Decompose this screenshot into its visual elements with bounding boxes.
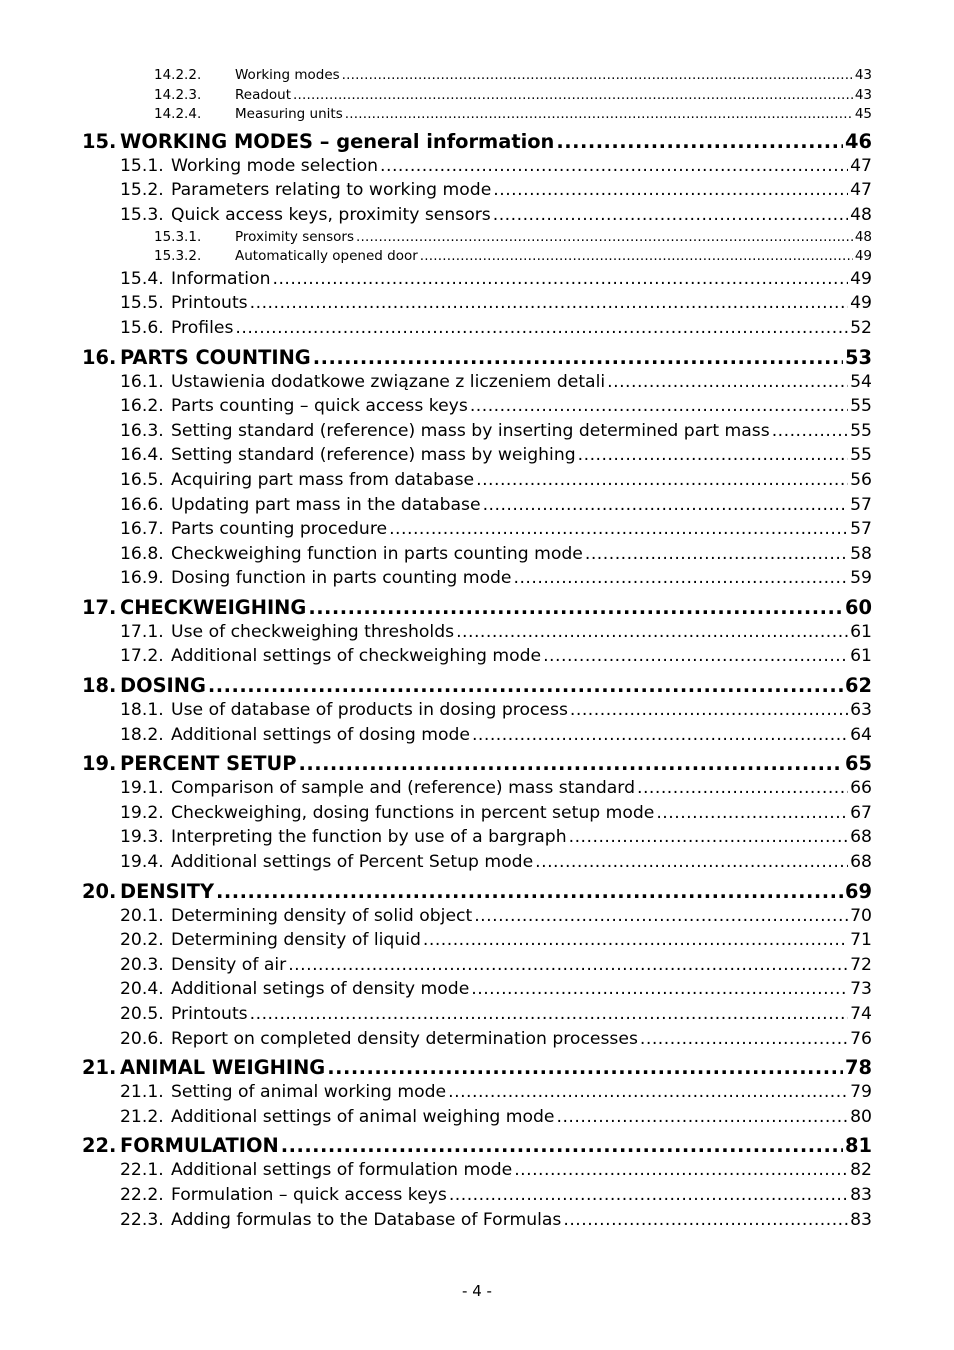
toc-entry-page: 58 — [850, 543, 872, 564]
toc-entry-title: Density of air — [171, 954, 287, 975]
toc-entry[interactable] — [82, 850, 872, 875]
toc-entry-title: Formulation – quick access keys — [171, 1184, 447, 1205]
toc-entry-number: 20.5. — [120, 1004, 164, 1024]
dot-leader — [420, 247, 853, 267]
toc-entry[interactable] — [82, 644, 872, 669]
dot-leader — [772, 419, 848, 444]
toc-chapter-entry[interactable] — [82, 595, 872, 620]
toc-entry[interactable] — [82, 247, 872, 267]
toc-entry-page: 76 — [850, 1028, 872, 1049]
toc-chapter-entry[interactable] — [82, 1133, 872, 1158]
toc-entry-page: 59 — [850, 568, 872, 589]
dot-leader — [578, 443, 848, 468]
dot-leader — [235, 316, 848, 341]
dot-leader — [585, 542, 848, 567]
toc-entry-title: WORKING MODES – general information — [120, 129, 555, 153]
toc-entry-page: 80 — [850, 1106, 872, 1127]
toc-entry-number: 16.3. — [120, 420, 164, 441]
toc-entry[interactable] — [82, 66, 872, 86]
dot-leader — [476, 468, 848, 493]
toc-entry-title: Measuring units — [235, 106, 343, 123]
dot-leader — [293, 86, 853, 106]
toc-entry-title: Information — [171, 268, 271, 289]
toc-entry-page: 49 — [854, 248, 872, 265]
toc-entry-page: 47 — [850, 180, 872, 201]
toc-entry-number: 20.3. — [120, 954, 164, 975]
toc-entry[interactable] — [82, 1080, 872, 1105]
toc-entry-number: 18. — [82, 674, 117, 698]
dot-leader — [556, 129, 843, 154]
toc-entry[interactable] — [82, 493, 872, 518]
toc-entry[interactable] — [82, 1208, 872, 1233]
toc-entry-title: Automatically opened door — [235, 248, 418, 265]
dot-leader — [208, 673, 843, 698]
toc-entry[interactable] — [82, 776, 872, 801]
toc-entry-title: Use of checkweighing thresholds — [171, 621, 455, 642]
toc-entry[interactable] — [82, 825, 872, 850]
toc-entry-page: 68 — [850, 852, 872, 873]
dot-leader — [313, 345, 843, 370]
toc-entry[interactable] — [82, 1158, 872, 1183]
toc-entry[interactable] — [82, 953, 872, 978]
toc-entry-number: 16.5. — [120, 469, 164, 490]
toc-entry-number: 19.4. — [120, 852, 164, 873]
dot-leader — [640, 1027, 848, 1052]
toc-entry-number: 15.5. — [120, 293, 164, 314]
dot-leader — [570, 698, 848, 723]
toc-entry-page: 57 — [850, 519, 872, 540]
toc-entry-number: 19.1. — [120, 778, 164, 799]
toc-entry-page: 81 — [845, 1134, 872, 1158]
toc-entry-title: Setting standard (reference) mass by weighing — [171, 445, 576, 466]
toc-entry-title: PARTS COUNTING — [120, 345, 311, 369]
toc-chapter-entry[interactable] — [82, 345, 872, 370]
toc-entry[interactable] — [82, 928, 872, 953]
toc-entry-title: Profiles — [171, 317, 234, 338]
toc-entry[interactable] — [82, 178, 872, 203]
toc-entry-number: 21.2. — [120, 1106, 164, 1127]
toc-entry-number: 21. — [82, 1056, 117, 1080]
toc-entry[interactable] — [82, 267, 872, 292]
toc-entry-page: 73 — [850, 979, 872, 1000]
toc-entry-number: 16.9. — [120, 568, 164, 589]
toc-chapter-entry[interactable] — [82, 673, 872, 698]
toc-entry-page: 63 — [850, 700, 872, 721]
toc-entry-page: 55 — [850, 420, 872, 441]
toc-entry-title: Additional settings of animal weighing mode — [171, 1106, 555, 1127]
toc-entry[interactable] — [82, 1002, 872, 1027]
toc-entry-title: Determining density of solid object — [171, 905, 473, 926]
toc-entry-number: 20.2. — [120, 930, 164, 951]
toc-entry-page: 72 — [850, 954, 872, 975]
toc-entry[interactable] — [82, 517, 872, 542]
toc-entry-number: 18.1. — [120, 700, 164, 721]
dot-leader — [557, 1105, 849, 1130]
toc-entry-title: Additional settings of Percent Setup mode — [171, 852, 534, 873]
toc-entry-number: 16.6. — [120, 494, 164, 515]
toc-entry-title: Proximity sensors — [235, 228, 354, 245]
table-of-contents — [82, 66, 872, 1232]
toc-entry-title: Setting standard (reference) mass by inserting determined part mass — [171, 420, 770, 441]
dot-leader — [288, 953, 848, 978]
toc-entry-page: 55 — [850, 396, 872, 417]
toc-entry-title: PERCENT SETUP — [120, 752, 297, 776]
toc-entry-title: Comparison of sample and (reference) mass standard — [171, 778, 635, 799]
toc-entry[interactable] — [82, 419, 872, 444]
toc-entry-number: 14.2.2. — [154, 67, 202, 83]
toc-entry-page: 54 — [850, 371, 872, 392]
toc-entry-number: 20.6. — [120, 1028, 164, 1049]
dot-leader — [449, 1183, 848, 1208]
toc-entry-page: 65 — [845, 752, 872, 776]
toc-entry-page: 61 — [850, 621, 872, 642]
dot-leader — [308, 595, 843, 620]
dot-leader — [327, 1055, 843, 1080]
toc-entry-page: 43 — [854, 67, 872, 83]
page-number: - 4 - — [462, 1282, 492, 1300]
toc-entry-number: 20. — [82, 879, 117, 903]
toc-entry-page: 83 — [850, 1184, 872, 1205]
toc-chapter-entry[interactable] — [82, 1055, 872, 1080]
toc-entry-number: 16.1. — [120, 371, 164, 392]
toc-entry-title: Readout — [235, 86, 292, 103]
toc-entry-title: Working mode selection — [171, 155, 379, 176]
dot-leader — [342, 66, 853, 86]
dot-leader — [493, 203, 848, 228]
toc-chapter-entry[interactable] — [82, 751, 872, 776]
dot-leader — [637, 776, 848, 801]
dot-leader — [607, 370, 848, 395]
toc-entry-number: 17.1. — [120, 621, 164, 642]
toc-entry-number: 20.4. — [120, 979, 164, 1000]
toc-entry-page: 52 — [850, 317, 872, 338]
toc-entry-page: 78 — [845, 1056, 872, 1080]
toc-entry-title: Ustawienia dodatkowe związane z liczeniem detali — [171, 371, 606, 392]
toc-entry-title: Additional settings of dosing mode — [171, 724, 470, 745]
toc-entry[interactable] — [82, 1105, 872, 1130]
toc-entry[interactable] — [82, 316, 872, 341]
toc-entry-page: 62 — [845, 674, 872, 698]
dot-leader — [543, 644, 848, 669]
toc-entry-title: DOSING — [120, 674, 206, 698]
toc-entry[interactable] — [82, 291, 872, 316]
toc-entry[interactable] — [82, 1183, 872, 1208]
dot-leader — [569, 825, 849, 850]
toc-entry-page: 67 — [850, 802, 872, 823]
toc-entry-page: 64 — [850, 724, 872, 745]
toc-entry-number: 22. — [82, 1134, 117, 1158]
toc-entry-number: 15.3.1. — [154, 228, 202, 245]
toc-chapter-entry[interactable] — [82, 129, 872, 154]
dot-leader — [493, 178, 848, 203]
toc-entry-page: 69 — [845, 879, 872, 903]
toc-entry-number: 17. — [82, 595, 117, 619]
toc-entry-page: 74 — [850, 1004, 872, 1024]
toc-entry-number: 16. — [82, 345, 117, 369]
toc-entry-page: 56 — [850, 469, 872, 490]
toc-entry-number: 16.2. — [120, 396, 164, 417]
dot-leader — [483, 493, 849, 518]
toc-entry-page: 57 — [850, 494, 872, 515]
toc-entry-title: CHECKWEIGHING — [120, 595, 307, 619]
toc-entry[interactable] — [82, 370, 872, 395]
toc-entry[interactable] — [82, 698, 872, 723]
toc-entry-title: Checkweighing function in parts counting mode — [171, 543, 583, 564]
toc-entry-number: 19.2. — [120, 802, 164, 823]
dot-leader — [514, 1158, 848, 1183]
toc-entry-title: Additional settings of formulation mode — [171, 1160, 513, 1181]
toc-entry-page: 61 — [850, 646, 872, 667]
toc-entry-page: 48 — [850, 204, 872, 225]
toc-entry[interactable] — [82, 723, 872, 748]
toc-entry-title: Printouts — [171, 293, 248, 314]
toc-entry-title: Updating part mass in the database — [171, 494, 481, 515]
toc-entry[interactable] — [82, 977, 872, 1002]
dot-leader — [345, 105, 853, 125]
toc-entry-title: FORMULATION — [120, 1134, 279, 1158]
toc-entry-page: 43 — [854, 86, 872, 103]
toc-entry-page: 79 — [850, 1082, 872, 1103]
toc-entry-number: 22.3. — [120, 1209, 164, 1230]
toc-entry-number: 16.7. — [120, 519, 164, 540]
dot-leader — [380, 154, 848, 179]
toc-entry-page: 47 — [850, 155, 872, 176]
toc-entry-page: 68 — [850, 827, 872, 848]
dot-leader — [472, 723, 848, 748]
toc-entry-number: 14.2.3. — [154, 86, 202, 103]
dot-leader — [470, 394, 848, 419]
toc-entry-page: 83 — [850, 1209, 872, 1230]
dot-leader — [563, 1208, 848, 1233]
toc-entry[interactable] — [82, 105, 872, 125]
toc-entry-number: 14.2.4. — [154, 106, 202, 123]
toc-entry[interactable] — [82, 86, 872, 106]
toc-entry-number: 21.1. — [120, 1082, 164, 1103]
toc-entry-number: 22.1. — [120, 1160, 164, 1181]
toc-entry-number: 17.2. — [120, 646, 164, 667]
toc-entry-title: Report on completed density determination processes — [171, 1028, 638, 1049]
toc-entry-number: 15.4. — [120, 268, 164, 289]
toc-entry-number: 15.1. — [120, 155, 164, 176]
toc-chapter-entry[interactable] — [82, 879, 872, 904]
toc-entry-title: Additional settings of checkweighing mode — [171, 646, 542, 667]
toc-entry-title: Dosing function in parts counting mode — [171, 568, 512, 589]
toc-entry-page: 82 — [850, 1160, 872, 1181]
toc-entry-title: Working modes — [235, 67, 340, 83]
toc-entry-title: Setting of animal working mode — [171, 1082, 447, 1103]
toc-entry[interactable] — [82, 620, 872, 645]
dot-leader — [535, 850, 848, 875]
toc-entry-page: 46 — [845, 129, 872, 153]
toc-entry-page: 55 — [850, 445, 872, 466]
toc-entry-number: 19.3. — [120, 827, 164, 848]
toc-entry-page: 70 — [850, 905, 872, 926]
toc-entry[interactable] — [82, 203, 872, 228]
toc-entry[interactable] — [82, 154, 872, 179]
toc-entry-title: Checkweighing, dosing functions in percent setup mode — [171, 802, 655, 823]
toc-entry-page: 48 — [854, 228, 872, 245]
toc-entry-page: 60 — [845, 595, 872, 619]
dot-leader — [273, 267, 849, 292]
toc-entry-number: 15.3. — [120, 204, 164, 225]
dot-leader — [656, 801, 848, 826]
toc-entry-title: Interpreting the function by use of a bargraph — [171, 827, 567, 848]
toc-entry-number: 18.2. — [120, 724, 164, 745]
toc-entry-number: 16.4. — [120, 445, 164, 466]
toc-entry-page: 71 — [850, 930, 872, 951]
toc-entry-title: Additional setings of density mode — [171, 979, 470, 1000]
dot-leader — [389, 517, 848, 542]
dot-leader — [250, 291, 848, 316]
dot-leader — [423, 928, 848, 953]
toc-entry-number: 20.1. — [120, 905, 164, 926]
dot-leader — [448, 1080, 848, 1105]
toc-entry-number: 15.3.2. — [154, 248, 202, 265]
toc-entry[interactable] — [82, 542, 872, 567]
toc-entry-title: Parts counting – quick access keys — [171, 396, 468, 417]
toc-entry-number: 22.2. — [120, 1184, 164, 1205]
toc-entry[interactable] — [82, 228, 872, 248]
dot-leader — [456, 620, 848, 645]
toc-entry-number: 15.6. — [120, 317, 164, 338]
dot-leader — [250, 1002, 848, 1027]
toc-entry-title: ANIMAL WEIGHING — [120, 1056, 326, 1080]
toc-entry-number: 16.8. — [120, 543, 164, 564]
toc-entry[interactable] — [82, 904, 872, 929]
toc-entry[interactable] — [82, 443, 872, 468]
dot-leader — [471, 977, 848, 1002]
dot-leader — [281, 1133, 843, 1158]
toc-entry-page: 53 — [845, 345, 872, 369]
toc-entry-title: Use of database of products in dosing process — [171, 700, 568, 721]
toc-entry-title: Acquiring part mass from database — [171, 469, 475, 490]
toc-entry-title: Printouts — [171, 1004, 248, 1024]
toc-entry-title: Quick access keys, proximity sensors — [171, 204, 491, 225]
toc-entry-title: Parts counting procedure — [171, 519, 388, 540]
dot-leader — [298, 751, 843, 776]
toc-entry-title: Parameters relating to working mode — [171, 180, 492, 201]
toc-entry-page: 49 — [850, 293, 872, 314]
toc-entry-number: 15.2. — [120, 180, 164, 201]
dot-leader — [514, 566, 849, 591]
toc-entry[interactable] — [82, 1027, 872, 1052]
toc-entry-number: 15. — [82, 129, 117, 153]
toc-entry[interactable] — [82, 566, 872, 591]
toc-entry[interactable] — [82, 468, 872, 493]
toc-entry-title: Adding formulas to the Database of Formulas — [171, 1209, 562, 1230]
toc-entry[interactable] — [82, 801, 872, 826]
toc-entry-number: 19. — [82, 752, 117, 776]
dot-leader — [474, 904, 848, 929]
toc-entry-title: DENSITY — [120, 879, 215, 903]
toc-entry-page: 66 — [850, 778, 872, 799]
toc-entry-page: 45 — [854, 106, 872, 123]
dot-leader — [356, 228, 853, 248]
toc-entry-page: 49 — [850, 268, 872, 289]
dot-leader — [216, 879, 843, 904]
toc-entry-title: Determining density of liquid — [171, 930, 421, 951]
toc-entry[interactable] — [82, 394, 872, 419]
